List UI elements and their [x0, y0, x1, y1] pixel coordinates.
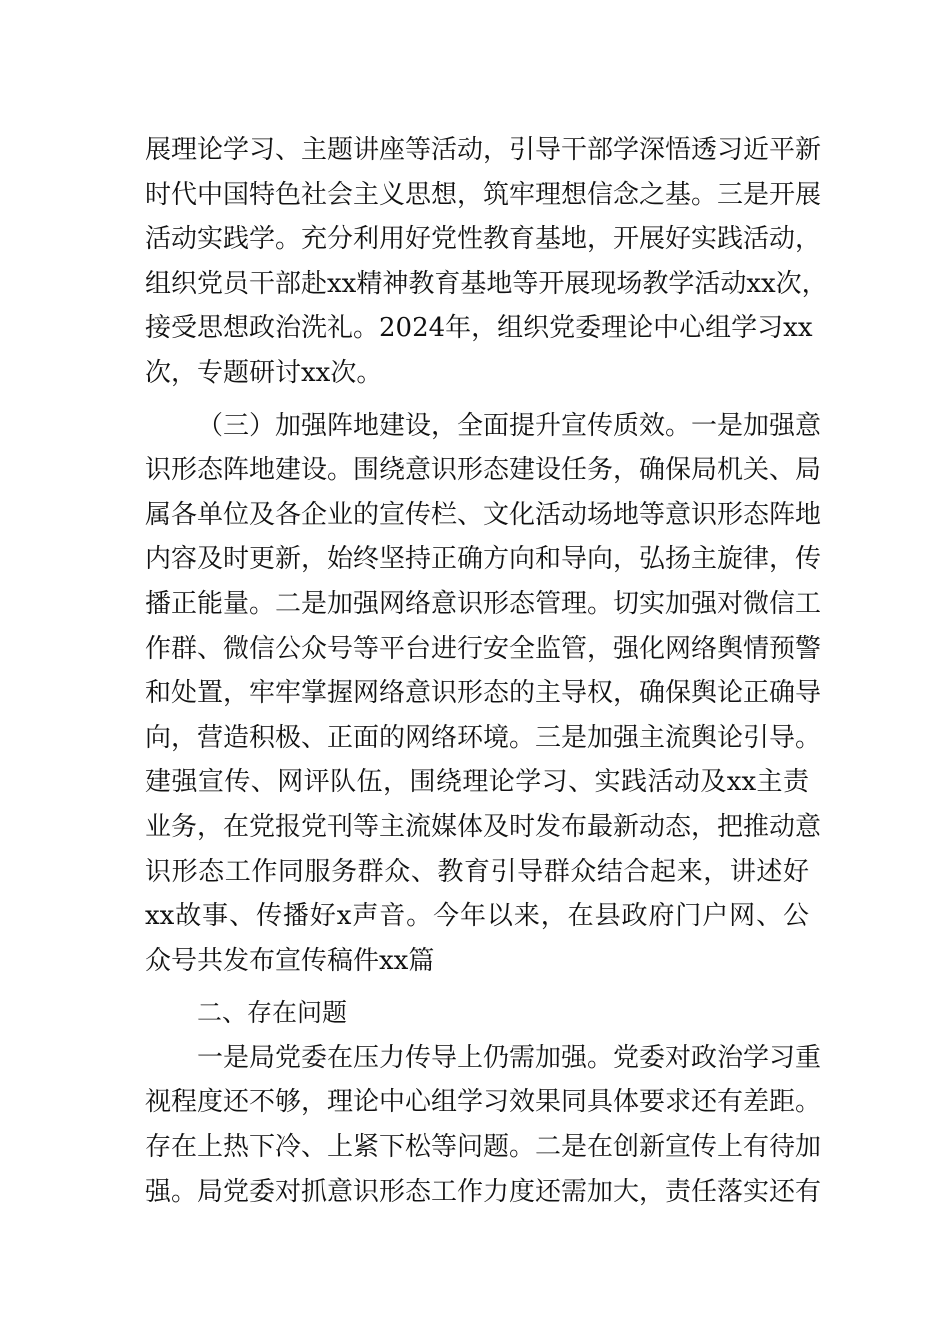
text-line: 向，营造积极、正面的网络环境。三是加强主流舆论引导。 — [145, 722, 822, 753]
text-line: 识形态阵地建设。围绕意识形态建设任务，确保局机关、局 — [145, 455, 822, 486]
text-line: 视程度还不够，理论中心组学习效果同具体要求还有差距。 — [145, 1087, 822, 1118]
text-line: 识形态工作同服务群众、教育引导群众结合起来，讲述好 — [145, 856, 809, 887]
text-line: 建强宣传、网评队伍，围绕理论学习、实践活动及xx主责 — [145, 767, 809, 798]
text-line: 存在上热下冷、上紧下松等问题。二是在创新宣传上有待加 — [145, 1132, 822, 1163]
text-line: 一是局党委在压力传导上仍需加强。党委对政治学习重 — [197, 1042, 822, 1073]
paragraph-gap — [145, 396, 809, 404]
text-line: 业务，在党报党刊等主流媒体及时发布最新动态，把推动意 — [145, 811, 822, 842]
text-line: 次，专题研讨xx次。 — [145, 357, 383, 388]
text-line: 内容及时更新，始终坚持正确方向和导向，弘扬主旋律，传 — [145, 544, 822, 575]
document-body — [145, 128, 828, 1214]
text-line: 组织党员干部赴xx精神教育基地等开展现场教学活动xx次， — [145, 268, 828, 299]
text-line: 强。局党委对抓意识形态工作力度还需加大，责任落实还有 — [145, 1176, 822, 1207]
paragraph-study-activities — [145, 128, 828, 396]
paragraph-existing-problems — [145, 1036, 822, 1214]
text-line: （三）加强阵地建设，全面提升宣传质效。一是加强意 — [197, 410, 822, 441]
text-line: 展理论学习、主题讲座等活动，引导干部学深悟透习近平新 — [145, 135, 822, 165]
text-line: xx故事、传播好x声音。今年以来，在县政府门户网、公 — [145, 901, 809, 932]
paragraph-position-building — [145, 404, 822, 984]
text-line: 接受思想政治洗礼。2024年，组织党委理论中心组学习xx — [145, 313, 813, 344]
text-line: 作群、微信公众号等平台进行安全监管，强化网络舆情预警 — [145, 633, 822, 664]
paragraph-gap — [145, 983, 809, 991]
section-heading: 二、存在问题 — [197, 998, 348, 1028]
text-line: 播正能量。二是加强网络意识形态管理。切实加强对微信工 — [145, 588, 822, 619]
text-line: 众号共发布宣传稿件xx篇 — [145, 945, 435, 976]
text-line: 和处置，牢牢掌握网络意识形态的主导权，确保舆论正确导 — [145, 678, 822, 709]
text-line: 时代中国特色社会主义思想，筑牢理想信念之基。三是开展 — [145, 179, 822, 210]
text-line: 活动实践学。充分利用好党性教育基地，开展好实践活动， — [145, 224, 822, 255]
text-line: 属各单位及各企业的宣传栏、文化活动场地等意识形态阵地 — [145, 499, 822, 530]
